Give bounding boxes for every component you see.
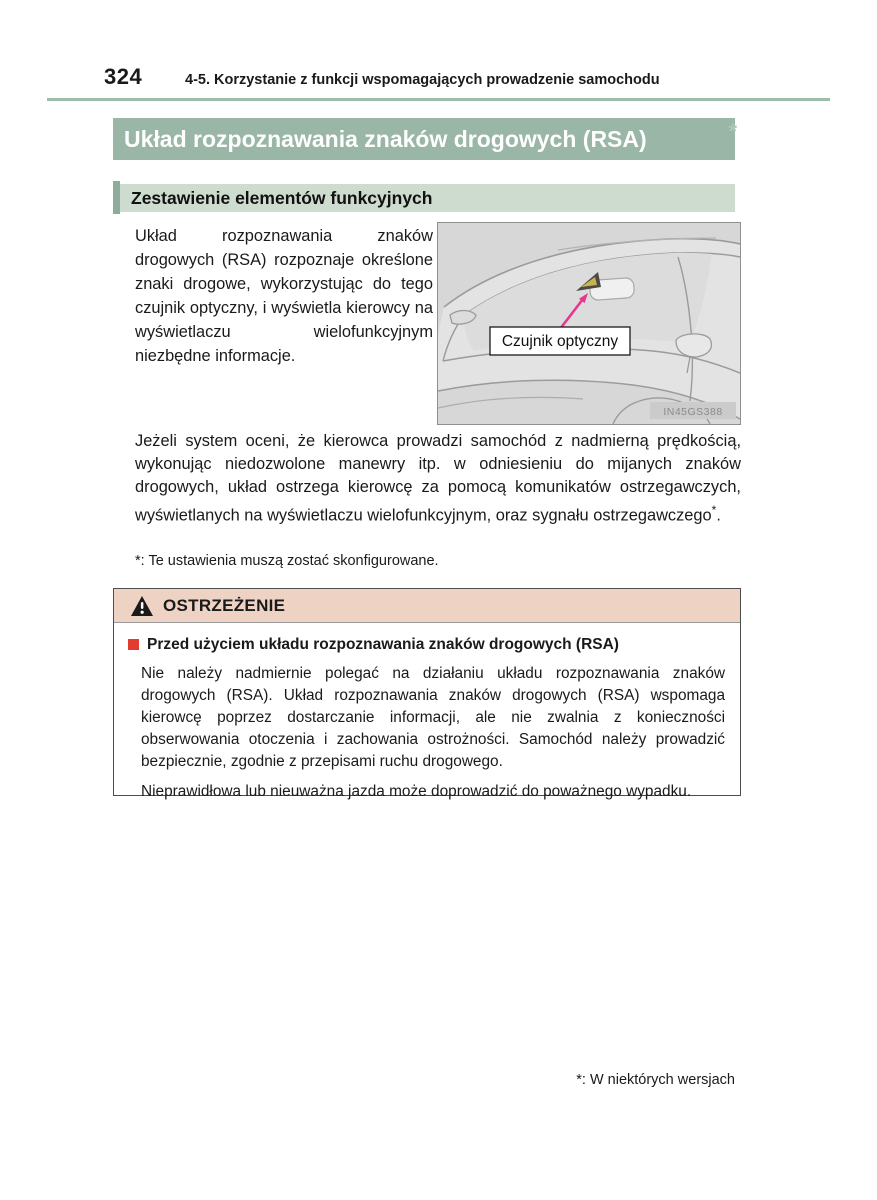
footnote: *: Te ustawienia muszą zostać skonfigurowane.: [135, 553, 439, 569]
body-paragraph-period: .: [716, 506, 721, 525]
warning-box: [113, 588, 741, 800]
body-paragraph: [135, 430, 741, 527]
title-asterisk: *: [728, 119, 737, 144]
warning-heading: [128, 636, 725, 654]
car-illustration: [438, 223, 740, 424]
body-paragraph-asterisk: *: [711, 503, 717, 517]
figure-car-sensor: [437, 222, 741, 425]
section-heading: Zestawienie elementów funkcyjnych: [120, 184, 735, 212]
figure-code: IN45GS388: [663, 406, 723, 418]
chapter-title: 4-5. Korzystanie z funkcji wspomagających prowadzenie samochodu: [185, 72, 660, 88]
footer-note: *: W niektórych wersjach: [576, 1072, 735, 1088]
page-number: 324: [104, 64, 143, 89]
page-title-text: Układ rozpoznawania znaków drogowych (RSA): [124, 126, 647, 152]
warning-content: [114, 623, 740, 803]
section-accent-bar: [113, 181, 120, 214]
warning-paragraph: Nieprawidłowa lub nieuważna jazda może doprowadzić do poważnego wypadku.: [141, 783, 692, 800]
warning-paragraph: Nie należy nadmiernie polegać na działaniu układu rozpoznawania znaków drogowych (RSA). Układ rozpoznawania znaków drogowych (RSA) wspomaga kierowcę poprzez dostarczanie informacji, ale nie zwalnia z konieczności obserwowania otoczenia i zachowania ostrożności. Samochód należy prowadzić bezpiecznie, zgodnie z przepisami ruchu drogowego.: [141, 665, 725, 770]
red-square-bullet-icon: [128, 639, 139, 650]
warning-heading-text: Przed użyciem układu rozpoznawania znaków drogowych (RSA): [147, 636, 619, 653]
body-paragraph-text: Jeżeli system oceni, że kierowca prowadzi samochód z nadmierną prędkością, wykonując niedozwolone manewry itp. w odniesieniu do mijanych znaków drogowych, układ ostrzega kierowcę za pomocą komunikatów ostrzegawczych, wyświetlanych na wyświetlaczu wielofunkcyjnym, oraz sygnału ostrzegawczego: [135, 432, 741, 525]
intro-paragraph: Układ rozpoznawania znaków drogowych (RSA) rozpoznaje określone znaki drogowe, wykorzystując do tego czujnik optyczny, i wyświetla kierowcy na wyświetlaczu wielofunkcyjnym niezbędne informacje.: [135, 227, 433, 365]
warning-triangle-icon: [131, 596, 153, 616]
warning-title: OSTRZEŻENIE: [163, 595, 286, 615]
figure-label: Czujnik optyczny: [501, 333, 619, 350]
warning-header: [114, 589, 740, 623]
header-rule: [47, 98, 830, 101]
page-title: [113, 118, 735, 160]
